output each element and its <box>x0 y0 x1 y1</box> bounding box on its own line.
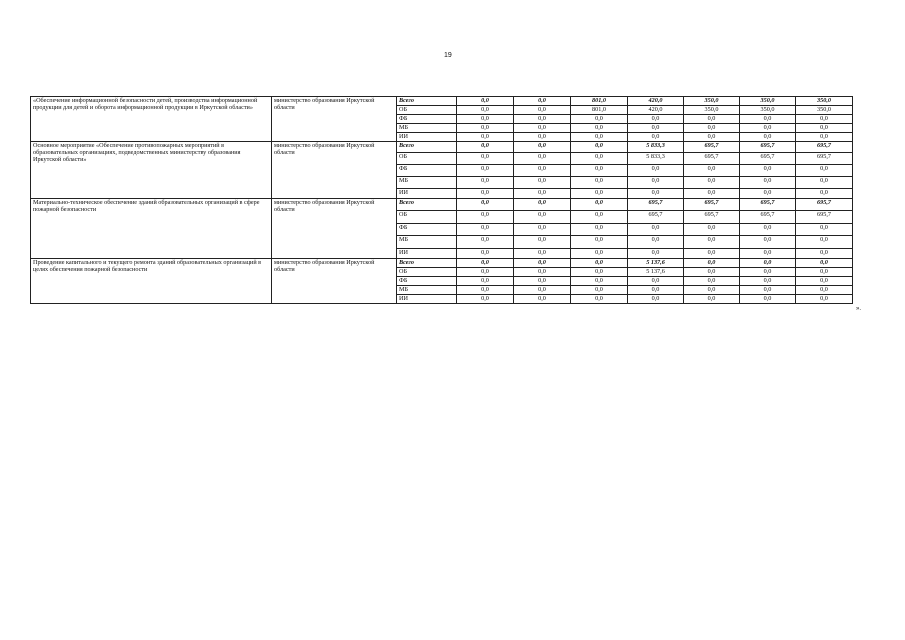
amount-cell: 0,0 <box>740 115 796 124</box>
amount-cell: 0,0 <box>457 259 514 268</box>
funding-source: ОБ <box>397 211 457 224</box>
amount-cell: 695,7 <box>684 153 740 165</box>
amount-cell: 801,0 <box>571 97 628 106</box>
amount-cell: 0,0 <box>740 133 796 142</box>
amount-cell: 5 137,6 <box>628 268 684 277</box>
amount-cell: 0,0 <box>684 249 740 259</box>
amount-cell: 0,0 <box>571 165 628 177</box>
amount-cell: 0,0 <box>571 295 628 304</box>
amount-cell: 0,0 <box>457 97 514 106</box>
funding-source: МБ <box>397 236 457 249</box>
amount-cell: 0,0 <box>514 286 571 295</box>
amount-cell: 0,0 <box>796 115 853 124</box>
amount-cell: 0,0 <box>457 277 514 286</box>
executor-name: министерство образования Иркутской области <box>272 142 397 199</box>
budget-table <box>30 96 853 304</box>
amount-cell: 350,0 <box>684 97 740 106</box>
amount-cell: 0,0 <box>796 189 853 199</box>
amount-cell: 0,0 <box>457 224 514 236</box>
amount-cell: 0,0 <box>628 277 684 286</box>
amount-cell: 0,0 <box>628 133 684 142</box>
table-row-total <box>31 259 853 268</box>
amount-cell: 0,0 <box>571 142 628 153</box>
amount-cell: 0,0 <box>571 259 628 268</box>
amount-cell: 0,0 <box>740 189 796 199</box>
amount-cell: 0,0 <box>571 277 628 286</box>
amount-cell: 0,0 <box>628 165 684 177</box>
amount-cell: 0,0 <box>457 199 514 211</box>
amount-cell: 0,0 <box>457 165 514 177</box>
amount-cell: 0,0 <box>457 268 514 277</box>
amount-cell: 0,0 <box>571 286 628 295</box>
funding-source: ФБ <box>397 224 457 236</box>
amount-cell: 0,0 <box>684 259 740 268</box>
closing-quote-mark: ». <box>856 306 862 312</box>
amount-cell: 0,0 <box>514 259 571 268</box>
amount-cell: 420,0 <box>628 97 684 106</box>
funding-source: ИИ <box>397 295 457 304</box>
amount-cell: 0,0 <box>684 133 740 142</box>
amount-cell: 0,0 <box>514 295 571 304</box>
activity-name: Материально-техническое обеспечение зданий образовательных организаций в сфере пожарной безопасности <box>31 199 272 259</box>
amount-cell: 0,0 <box>628 177 684 189</box>
funding-source: МБ <box>397 177 457 189</box>
amount-cell: 0,0 <box>796 165 853 177</box>
amount-cell: 0,0 <box>571 189 628 199</box>
amount-cell: 0,0 <box>571 224 628 236</box>
amount-cell: 0,0 <box>796 236 853 249</box>
amount-cell: 0,0 <box>457 142 514 153</box>
amount-cell: 0,0 <box>628 236 684 249</box>
amount-cell: 695,7 <box>796 199 853 211</box>
amount-cell: 0,0 <box>457 295 514 304</box>
amount-cell: 0,0 <box>796 295 853 304</box>
amount-cell: 0,0 <box>514 249 571 259</box>
amount-cell: 0,0 <box>740 224 796 236</box>
amount-cell: 0,0 <box>457 189 514 199</box>
amount-cell: 695,7 <box>684 211 740 224</box>
table-row-total <box>31 97 853 106</box>
funding-source: Всего <box>397 259 457 268</box>
amount-cell: 5 137,6 <box>628 259 684 268</box>
amount-cell: 0,0 <box>457 286 514 295</box>
amount-cell: 0,0 <box>514 268 571 277</box>
amount-cell: 0,0 <box>571 268 628 277</box>
amount-cell: 0,0 <box>740 268 796 277</box>
amount-cell: 0,0 <box>740 259 796 268</box>
amount-cell: 350,0 <box>684 106 740 115</box>
amount-cell: 0,0 <box>457 106 514 115</box>
activity-name: «Обеспечение информационной безопасности детей, производства информационной продукции для детей и оборота информационной продукции в Иркутской области» <box>31 97 272 142</box>
funding-source: ФБ <box>397 165 457 177</box>
amount-cell: 0,0 <box>628 124 684 133</box>
amount-cell: 0,0 <box>684 277 740 286</box>
amount-cell: 0,0 <box>457 153 514 165</box>
amount-cell: 0,0 <box>740 249 796 259</box>
amount-cell: 0,0 <box>514 142 571 153</box>
amount-cell: 0,0 <box>796 259 853 268</box>
amount-cell: 420,0 <box>628 106 684 115</box>
amount-cell: 0,0 <box>684 189 740 199</box>
amount-cell: 0,0 <box>796 249 853 259</box>
amount-cell: 0,0 <box>796 286 853 295</box>
amount-cell: 0,0 <box>684 268 740 277</box>
amount-cell: 350,0 <box>740 106 796 115</box>
amount-cell: 695,7 <box>740 142 796 153</box>
amount-cell: 0,0 <box>514 224 571 236</box>
amount-cell: 0,0 <box>740 165 796 177</box>
amount-cell: 695,7 <box>628 199 684 211</box>
amount-cell: 0,0 <box>628 249 684 259</box>
funding-source: ОБ <box>397 268 457 277</box>
amount-cell: 0,0 <box>628 189 684 199</box>
amount-cell: 350,0 <box>796 106 853 115</box>
amount-cell: 0,0 <box>514 211 571 224</box>
page-number: 19 <box>444 52 452 59</box>
amount-cell: 0,0 <box>796 277 853 286</box>
funding-source: ИИ <box>397 189 457 199</box>
funding-source: ФБ <box>397 277 457 286</box>
amount-cell: 0,0 <box>684 124 740 133</box>
amount-cell: 0,0 <box>571 199 628 211</box>
amount-cell: 0,0 <box>628 115 684 124</box>
amount-cell: 0,0 <box>571 133 628 142</box>
amount-cell: 801,0 <box>571 106 628 115</box>
amount-cell: 0,0 <box>684 224 740 236</box>
amount-cell: 0,0 <box>514 189 571 199</box>
amount-cell: 0,0 <box>571 153 628 165</box>
amount-cell: 0,0 <box>514 115 571 124</box>
amount-cell: 0,0 <box>740 277 796 286</box>
amount-cell: 0,0 <box>628 295 684 304</box>
amount-cell: 695,7 <box>684 142 740 153</box>
funding-source: ФБ <box>397 115 457 124</box>
funding-source: Всего <box>397 199 457 211</box>
amount-cell: 695,7 <box>796 153 853 165</box>
amount-cell: 0,0 <box>571 249 628 259</box>
amount-cell: 0,0 <box>796 224 853 236</box>
funding-source: МБ <box>397 286 457 295</box>
amount-cell: 0,0 <box>457 177 514 189</box>
amount-cell: 0,0 <box>740 177 796 189</box>
amount-cell: 5 833,3 <box>628 142 684 153</box>
amount-cell: 350,0 <box>740 97 796 106</box>
amount-cell: 695,7 <box>740 153 796 165</box>
amount-cell: 0,0 <box>571 115 628 124</box>
funding-source: ОБ <box>397 153 457 165</box>
amount-cell: 695,7 <box>740 211 796 224</box>
funding-source: Всего <box>397 142 457 153</box>
amount-cell: 0,0 <box>740 286 796 295</box>
amount-cell: 0,0 <box>514 277 571 286</box>
amount-cell: 0,0 <box>571 177 628 189</box>
amount-cell: 695,7 <box>684 199 740 211</box>
amount-cell: 695,7 <box>628 211 684 224</box>
funding-source: МБ <box>397 124 457 133</box>
amount-cell: 0,0 <box>457 249 514 259</box>
amount-cell: 0,0 <box>514 199 571 211</box>
amount-cell: 0,0 <box>571 236 628 249</box>
amount-cell: 0,0 <box>628 224 684 236</box>
executor-name: министерство образования Иркутской области <box>272 259 397 304</box>
amount-cell: 0,0 <box>796 177 853 189</box>
amount-cell: 0,0 <box>514 133 571 142</box>
amount-cell: 0,0 <box>514 106 571 115</box>
table-row-total <box>31 199 853 211</box>
amount-cell: 0,0 <box>740 236 796 249</box>
executor-name: министерство образования Иркутской области <box>272 199 397 259</box>
amount-cell: 0,0 <box>514 97 571 106</box>
funding-source: Всего <box>397 97 457 106</box>
amount-cell: 0,0 <box>457 124 514 133</box>
amount-cell: 0,0 <box>684 286 740 295</box>
funding-source: ОБ <box>397 106 457 115</box>
funding-source: ИИ <box>397 249 457 259</box>
amount-cell: 0,0 <box>684 236 740 249</box>
amount-cell: 0,0 <box>684 165 740 177</box>
executor-name: министерство образования Иркутской области <box>272 97 397 142</box>
amount-cell: 0,0 <box>684 177 740 189</box>
amount-cell: 0,0 <box>740 295 796 304</box>
amount-cell: 0,0 <box>571 124 628 133</box>
amount-cell: 695,7 <box>796 142 853 153</box>
amount-cell: 0,0 <box>514 153 571 165</box>
table-row-total <box>31 142 853 153</box>
amount-cell: 0,0 <box>628 286 684 295</box>
amount-cell: 0,0 <box>514 236 571 249</box>
amount-cell: 0,0 <box>684 115 740 124</box>
amount-cell: 0,0 <box>457 115 514 124</box>
amount-cell: 0,0 <box>796 133 853 142</box>
amount-cell: 0,0 <box>514 165 571 177</box>
amount-cell: 0,0 <box>571 211 628 224</box>
activity-name: Основное мероприятие «Обеспечение противопожарных мероприятий в образовательных организациях, подведомственных министерству образования Иркутской области» <box>31 142 272 199</box>
amount-cell: 5 833,3 <box>628 153 684 165</box>
amount-cell: 0,0 <box>457 236 514 249</box>
activity-name: Проведение капитального и текущего ремонта зданий образовательных организаций в целях обеспечения пожарной безопасности <box>31 259 272 304</box>
amount-cell: 0,0 <box>514 177 571 189</box>
funding-source: ИИ <box>397 133 457 142</box>
amount-cell: 0,0 <box>457 133 514 142</box>
amount-cell: 0,0 <box>740 124 796 133</box>
amount-cell: 350,0 <box>796 97 853 106</box>
amount-cell: 695,7 <box>796 211 853 224</box>
amount-cell: 0,0 <box>796 124 853 133</box>
amount-cell: 0,0 <box>796 268 853 277</box>
amount-cell: 0,0 <box>514 124 571 133</box>
amount-cell: 0,0 <box>457 211 514 224</box>
amount-cell: 0,0 <box>684 295 740 304</box>
amount-cell: 695,7 <box>740 199 796 211</box>
